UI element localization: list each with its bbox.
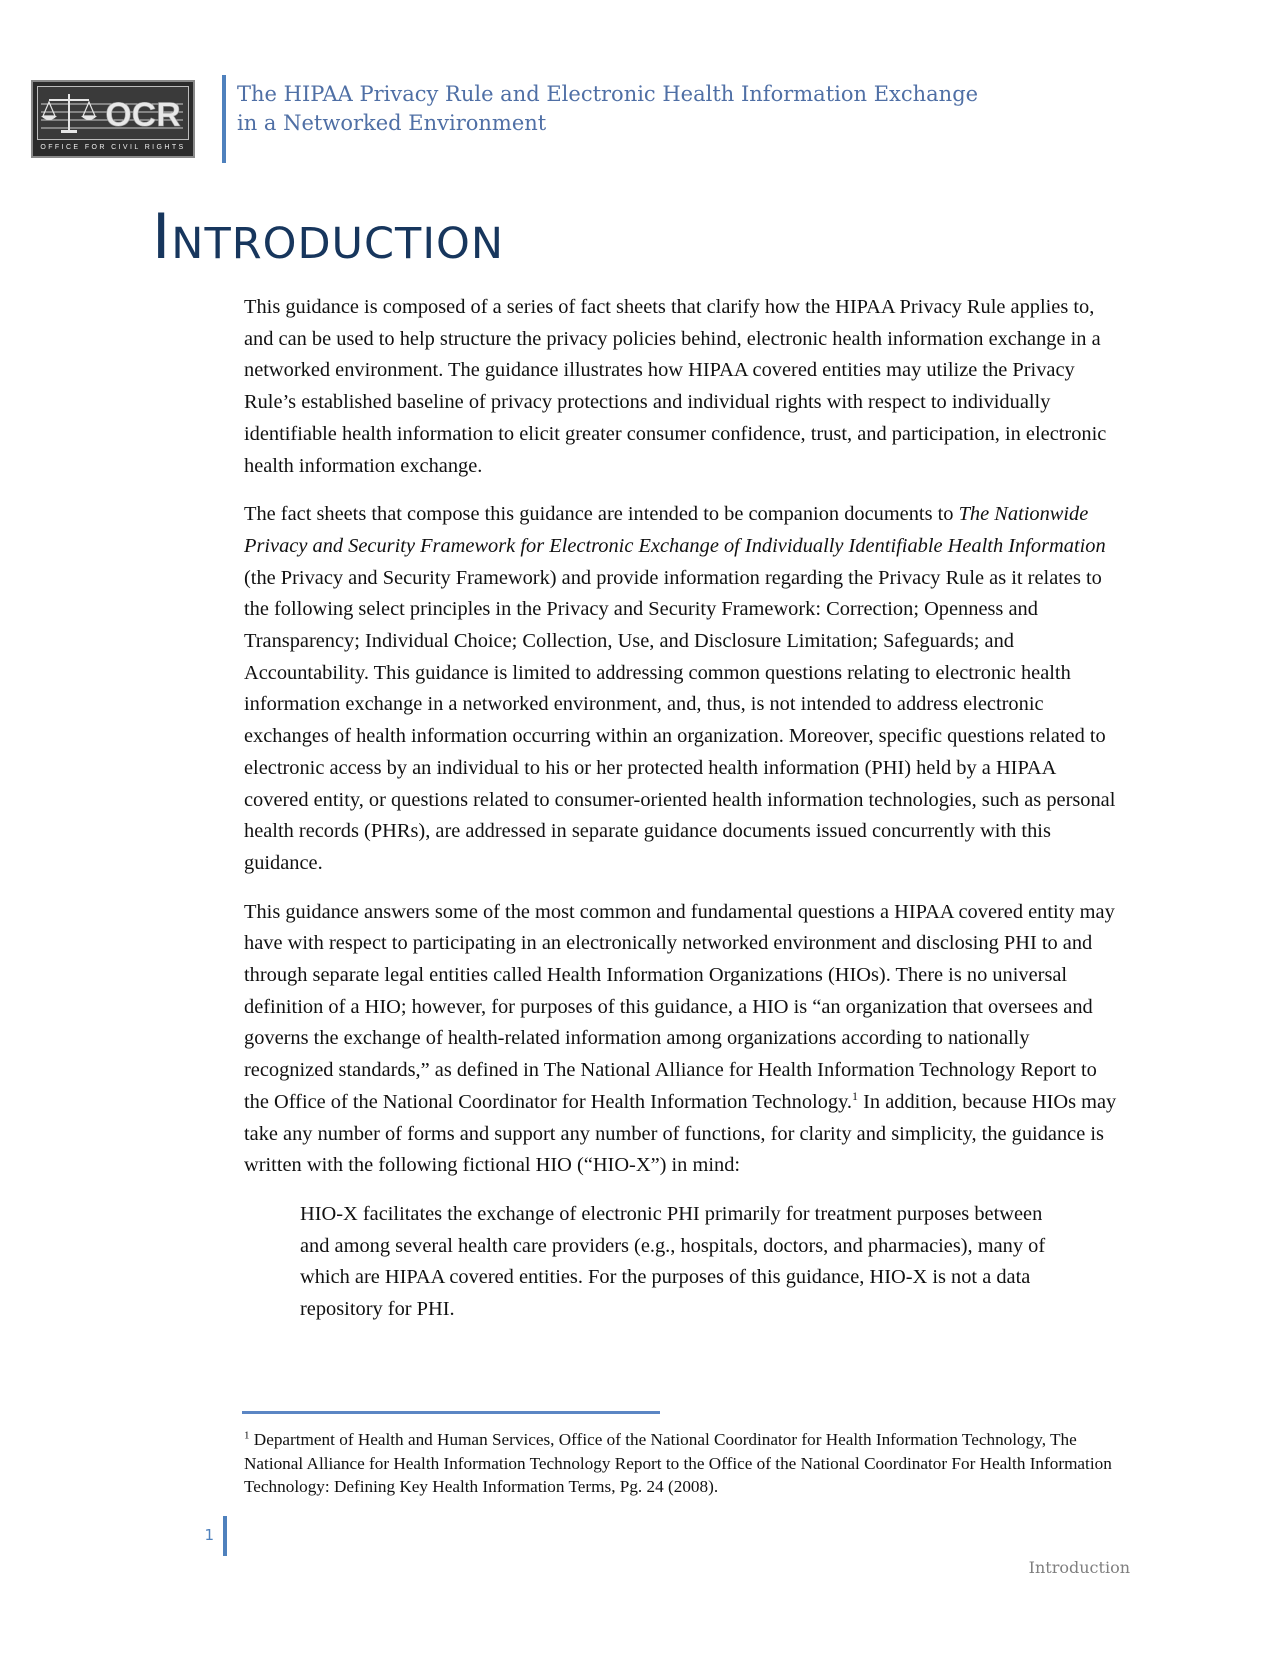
header-title-line-2: in a Networked Environment <box>237 111 547 135</box>
footnote <box>244 1428 1124 1499</box>
hio-x-block-quote: HIO-X facilitates the exchange of electronic PHI primarily for treatment purposes between and among several health care providers (e.g., hospitals, doctors, and pharmacies), many of which are HIPAA covered entities. For the purposes of this guidance, HIO-X is not a data repository for PHI. <box>300 1202 1046 1321</box>
paragraph-2-text-start: The fact sheets that compose this guidance are intended to be companion documents to <box>244 503 959 526</box>
document-header-title <box>237 80 1017 138</box>
paragraph-2-text-end: (the Privacy and Security Framework) and provide information regarding the Privacy Rule as it relates to the following select principles in the Privacy and Security Framework: Correction; Openness and Transparency; Individual Choice; Collection, Use, and Disclosure Limitation; Safeguards; and Accountability. This guidance is limited to addressing common questions relating to electronic health information exchange in a networked environment, and, thus, is not intended to address electronic exchanges of health information occurring within an organization. Moreover, specific questions related to electronic access by an individual to his or her protected health information (PHI) held by a HIPAA covered entity, or questions related to consumer-oriented health information technologies, such as personal health records (PHRs), are addressed in separate guidance documents issued concurrently with this guidance. <box>244 566 1116 874</box>
paragraph-2 <box>244 499 1124 879</box>
section-heading: Introduction <box>152 200 505 273</box>
header-accent-bar <box>222 75 226 163</box>
footer-section-label: Introduction <box>1028 1558 1130 1577</box>
header-title-line-1: The HIPAA Privacy Rule and Electronic Health Information Exchange <box>237 82 979 106</box>
paragraph-3-text-start: This guidance answers some of the most common and fundamental questions a HIPAA covered entity may have with respect to participating in an electronically networked environment and disclosing PHI to and through separate legal entities called Health Information Organizations (HIOs). There is no universal definition of a HIO; however, for purposes of this guidance, a HIO is “an organization that oversees and governs the exchange of health-related information among organizations according to nationally recognized standards,” as defined in The National Alliance for Health Information Technology Report to the Office of the National Coordinator for Health Information Technology. <box>244 900 1115 1113</box>
footnote-text: Department of Health and Human Services, Office of the National Coordinator for Health Information Technology, The National Alliance for Health Information Technology Report to the Office of the National Coordinator For Health Information Technology: Defining Key Health Information Terms, Pg. 24 (2008). <box>244 1430 1112 1496</box>
footnote-reference[interactable]: 1 <box>852 1089 859 1104</box>
logo-text: OCR <box>105 96 181 134</box>
logo-caption: OFFICE FOR CIVIL RIGHTS <box>40 144 186 151</box>
framework-title-italic: The Nationwide Privacy and Security Framework for Electronic Exchange of Individually Identifiable Health Information <box>244 503 1106 557</box>
page-number-accent-bar <box>223 1516 227 1556</box>
paragraph-3 <box>244 897 1124 1182</box>
ocr-logo <box>31 80 195 158</box>
page-number: 1 <box>204 1526 214 1544</box>
paragraph-3-text-end: In addition, because HIOs may take any number of forms and support any number of functions, for clarity and simplicity, the guidance is written with the following fictional HIO (“HIO-X”) in mind: <box>244 1090 1117 1177</box>
footnote-separator <box>242 1411 660 1414</box>
paragraph-1: This guidance is composed of a series of fact sheets that clarify how the HIPAA Privacy Rule applies to, and can be used to help structure the privacy policies behind, electronic health information exchange in a networked environment. The guidance illustrates how HIPAA covered entities may utilize the Privacy Rule’s established baseline of privacy protections and individual rights with respect to individually identifiable health information to elicit greater consumer confidence, trust, and participation, in electronic health information exchange. <box>244 296 1107 477</box>
body-text <box>244 292 1124 1343</box>
ocr-logo-wordmark <box>33 82 193 142</box>
footnote-marker: 1 <box>244 1429 250 1442</box>
